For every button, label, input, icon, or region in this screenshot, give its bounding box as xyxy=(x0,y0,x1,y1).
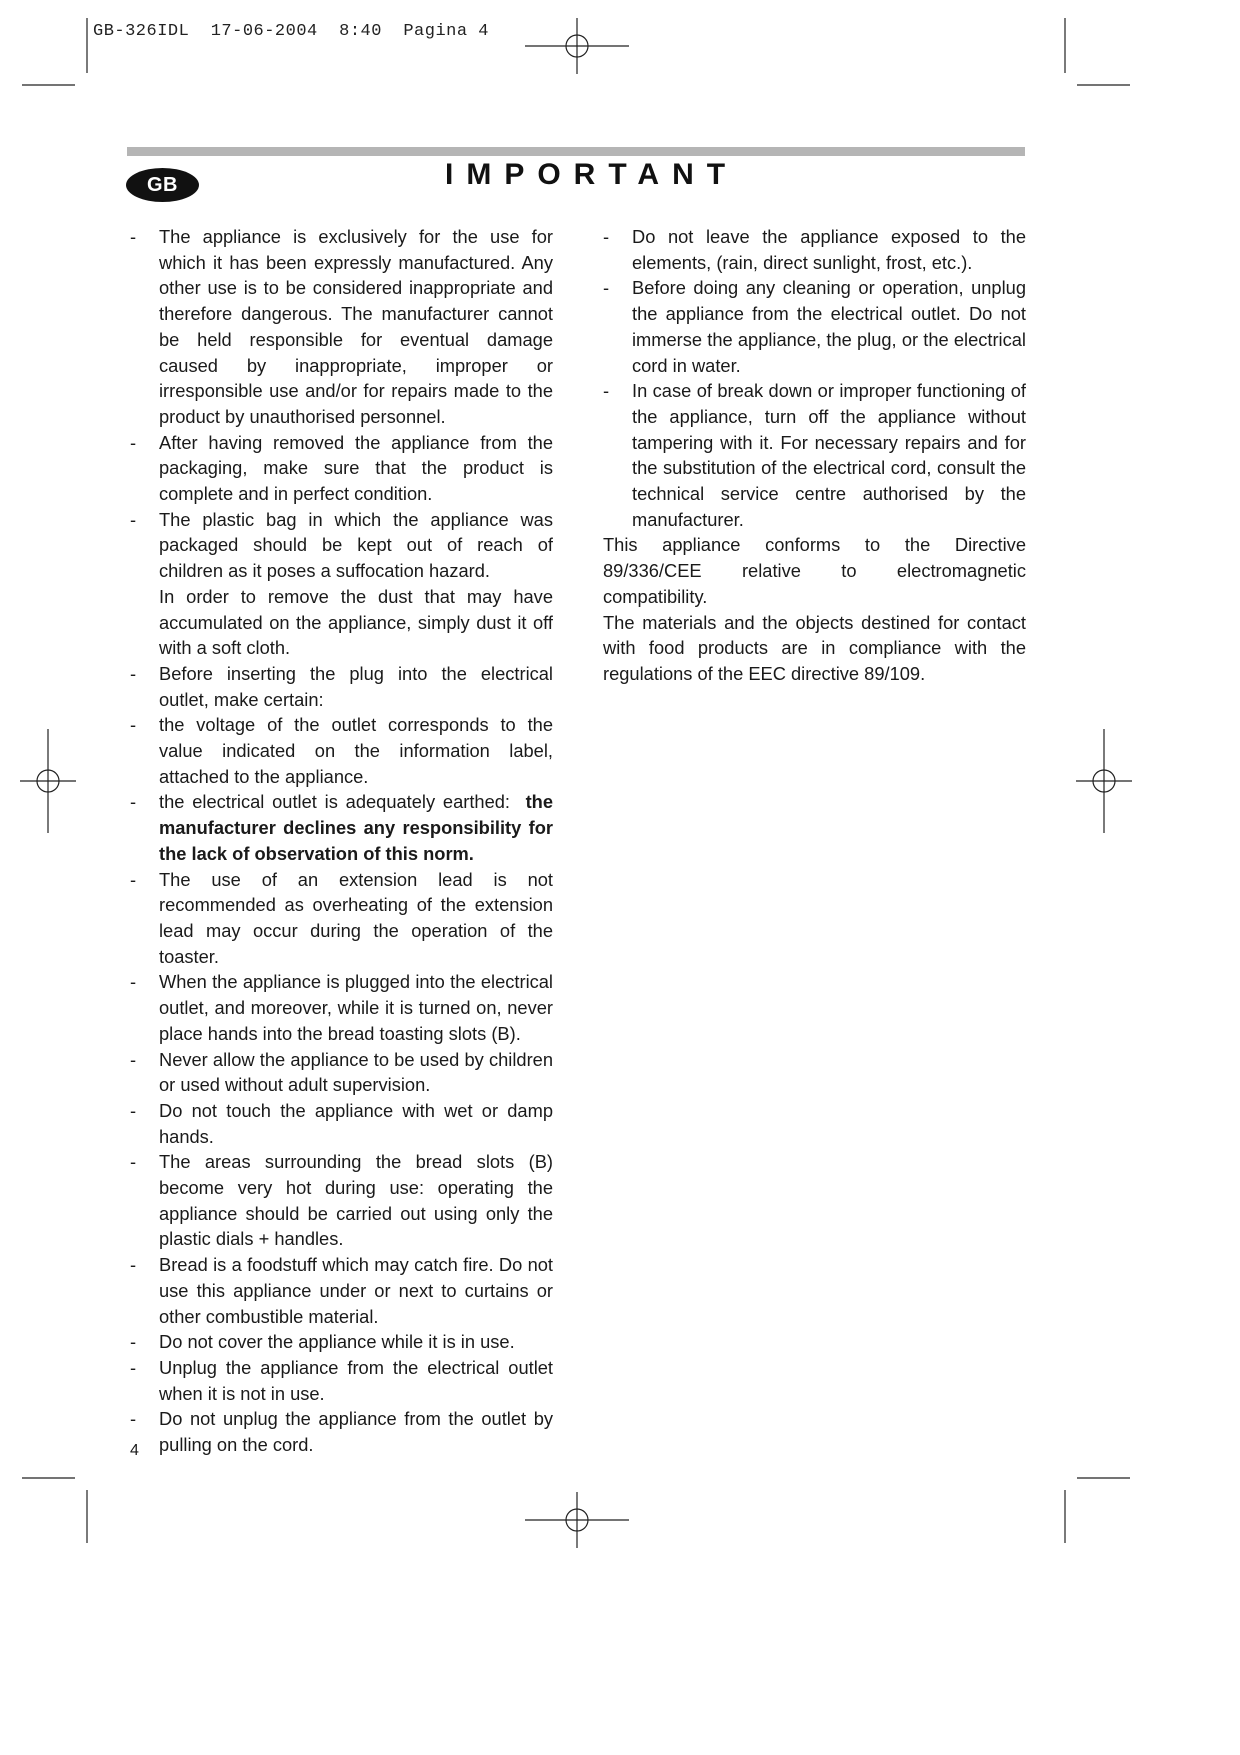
list-item: - Do not touch the appliance with wet or damp hands. xyxy=(130,1098,553,1149)
list-item: - Do not unplug the appliance from the outlet by pulling on the cord. xyxy=(130,1406,553,1457)
earthed-warning: the manufacturer declines any responsibility for the lack of observation of this norm. xyxy=(159,791,553,864)
earthed-text: the electrical outlet is adequately earthed: xyxy=(159,791,526,813)
safety-list-left xyxy=(130,224,553,584)
safety-list-left-2 xyxy=(130,661,553,1458)
registration-mark-left-icon xyxy=(20,729,76,833)
list-item: - The use of an extension lead is not recommended as overheating of the extension lead may occur during the operation of the toaster. xyxy=(130,867,553,970)
directive-paragraph: This appliance conforms to the Directive 89/336/CEE relative to electromagnetic compatibility. xyxy=(603,534,1026,607)
list-item-earthed xyxy=(130,789,553,866)
list-continuation: In order to remove the dust that may have accumulated on the appliance, simply dust it off with a soft cloth. xyxy=(159,585,553,659)
header-rule xyxy=(127,147,1025,156)
list-item: - Before doing any cleaning or operation, unplug the appliance from the electrical outlet. Do not immerse the appliance, the plug, or the electrical cord in water. xyxy=(603,275,1026,378)
food-contact-paragraph: The materials and the objects destined for contact with food products are in compliance with the regulations of the EEC directive 89/109. xyxy=(603,611,1026,684)
page-number: 4 xyxy=(130,1442,139,1459)
list-item: - the voltage of the outlet corresponds to the value indicated on the information label, attached to the appliance. xyxy=(130,712,553,789)
list-item: - After having removed the appliance from the packaging, make sure that the product is complete and in perfect condition. xyxy=(130,430,553,507)
list-item: - The appliance is exclusively for the use for which it has been expressly manufactured. Any other use is to be considered inappropriate and therefore dangerous. The manufacturer cannot be held responsible for eventual damage caused by inappropriate, improper or irresponsible use and/or for repairs made to the product by unauthorised personnel. xyxy=(130,224,553,430)
list-item: - The areas surrounding the bread slots (B) become very hot during use: operating the appliance should be carried out using only the plastic dials + handles. xyxy=(130,1149,553,1252)
list-item: - The plastic bag in which the appliance was packaged should be kept out of reach of children as it poses a suffocation hazard. xyxy=(130,507,553,584)
print-slug: GB-326IDL 17-06-2004 8:40 Pagina 4 xyxy=(93,22,489,41)
registration-mark-top-icon xyxy=(525,18,629,74)
list-item: - Do not cover the appliance while it is in use. xyxy=(130,1329,553,1355)
list-item: - When the appliance is plugged into the electrical outlet, and moreover, while it is turned on, never place hands into the bread toasting slots (B). xyxy=(130,969,553,1046)
list-item: - Never allow the appliance to be used by children or used without adult supervision. xyxy=(130,1047,553,1098)
registration-mark-right-icon xyxy=(1076,729,1132,833)
language-badge: GB xyxy=(126,168,199,202)
list-item: - Unplug the appliance from the electrical outlet when it is not in use. xyxy=(130,1355,553,1406)
list-item: - Bread is a foodstuff which may catch fire. Do not use this appliance under or next to curtains or other combustible material. xyxy=(130,1252,553,1329)
list-item: - Do not leave the appliance exposed to the elements, (rain, direct sunlight, frost, etc.). xyxy=(603,224,1026,275)
safety-list-right xyxy=(603,224,1026,532)
list-item: - Before inserting the plug into the electrical outlet, make certain: xyxy=(130,661,553,712)
left-column xyxy=(130,224,553,1458)
registration-mark-bottom-icon xyxy=(525,1492,629,1548)
right-column xyxy=(603,224,1026,687)
page-title: IMPORTANT xyxy=(445,158,739,191)
list-item: - In case of break down or improper functioning of the appliance, turn off the appliance without tampering with it. For necessary repairs and for the substitution of the electrical cord, consult the technical service centre authorised by the manufacturer. xyxy=(603,378,1026,532)
